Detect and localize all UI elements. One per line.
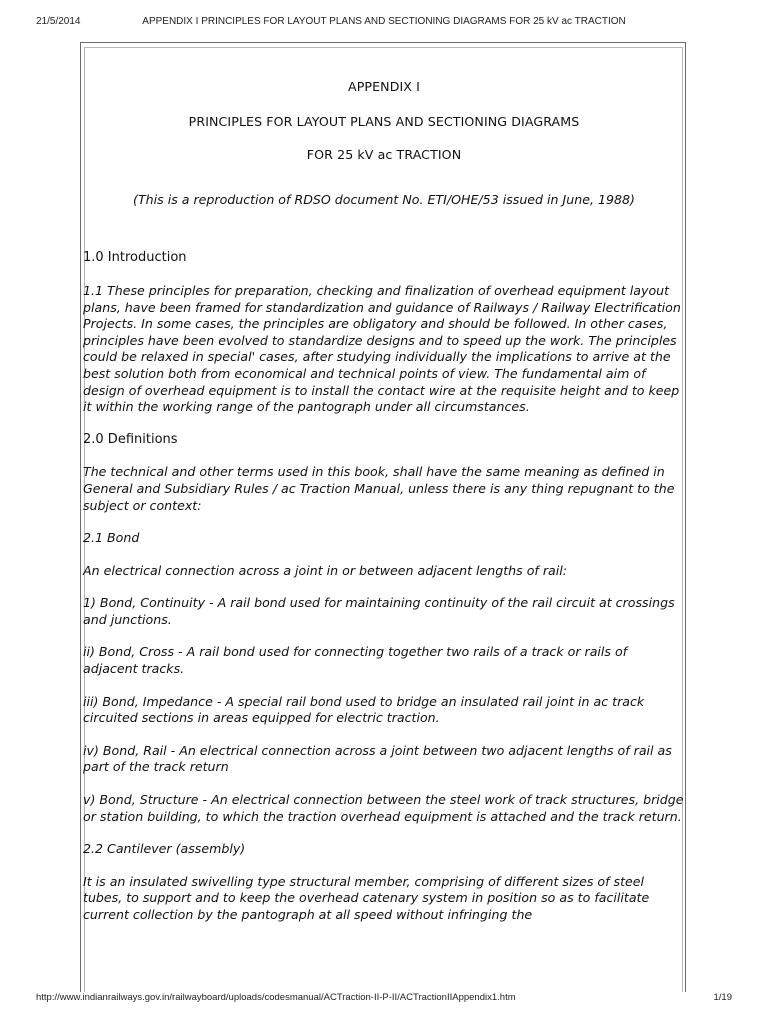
definitions-heading: 2.0 Definitions xyxy=(83,431,178,447)
bond-impedance-item: iii) Bond, Impedance - A special rail bond used to bridge an insulated rail joint in ac track circuited sections in areas equipped for electric traction. xyxy=(83,693,645,726)
bond-rail-item: iv) Bond, Rail - An electrical connection across a joint between two adjacent lengths of rail as part of the track return xyxy=(83,742,672,775)
bond-structure-item: v) Bond, Structure - An electrical connection between the steel work of track structures, bridge or station building, to which the traction overhead equipment is attached and the track return. xyxy=(83,792,684,824)
bond-definition: An electrical connection across a joint in or between adjacent lengths of rail: xyxy=(83,562,568,578)
source-url: http://www.indianrailways.gov.in/railwayboard/uploads/codesmanual/ACTraction-II-P-II/ACTractionIIAppendix1.htm xyxy=(36,992,516,1003)
introduction-heading: 1.0 Introduction xyxy=(83,250,187,266)
bond-heading: 2.1 Bond xyxy=(83,530,140,546)
document-frame xyxy=(80,42,686,992)
print-footer xyxy=(36,992,732,1006)
appendix-title: APPENDIX I xyxy=(348,79,420,94)
bond-cross-item: ii) Bond, Cross - A rail bond used for connecting together two rails of a track or rails of adjacent tracks. xyxy=(83,644,628,677)
cantilever-paragraph: It is an insulated swivelling type structural member, comprising of different sizes of steel tubes, to support and to keep the overhead catenary system in position so as to facilitate current collection by the pantograph at all speed without infringing the xyxy=(83,873,650,922)
sub-title: FOR 25 kV ac TRACTION xyxy=(306,147,462,163)
definitions-paragraph: The technical and other terms used in this book, shall have the same meaning as defined in General and Subsidiary Rules / ac Traction Manual, unless there is any thing repugnant to the subject or context: xyxy=(83,464,675,513)
main-title: PRINCIPLES FOR LAYOUT PLANS AND SECTIONING DIAGRAMS xyxy=(188,113,580,129)
introduction-paragraph: 1.1 These principles for preparation, checking and finalization of overhead equipment layout plans, have been framed for standardization and guidance of Railways / Railway Electrification Projects. In some cases, the principles are obligatory and should be followed. In other cases, principles have been evolved to standardize designs and to speed up the work. The principles could be relaxed in special' cases, after studying individually the implications to arrive at the best solution both from economical and technical points of view. The fundamental aim of design of overhead equipment is to install the contact wire at the requisite height and to keep it within the working range of the pantograph under all circumstances. xyxy=(83,282,681,415)
print-date: 21/5/2014 xyxy=(36,16,81,27)
page-number: 1/19 xyxy=(713,992,732,1003)
bond-continuity-item: 1) Bond, Continuity - A rail bond used for maintaining continuity of the rail circuit at crossings and junctions. xyxy=(83,595,675,627)
document-content xyxy=(83,79,685,940)
print-header xyxy=(36,16,732,30)
print-page-title: APPENDIX I PRINCIPLES FOR LAYOUT PLANS AND SECTIONING DIAGRAMS FOR 25 kV ac TRACTION xyxy=(142,16,626,27)
cantilever-heading: 2.2 Cantilever (assembly) xyxy=(83,841,246,857)
reproduction-note: (This is a reproduction of RDSO document No. ETI/OHE/53 issued in June, 1988) xyxy=(133,191,635,207)
